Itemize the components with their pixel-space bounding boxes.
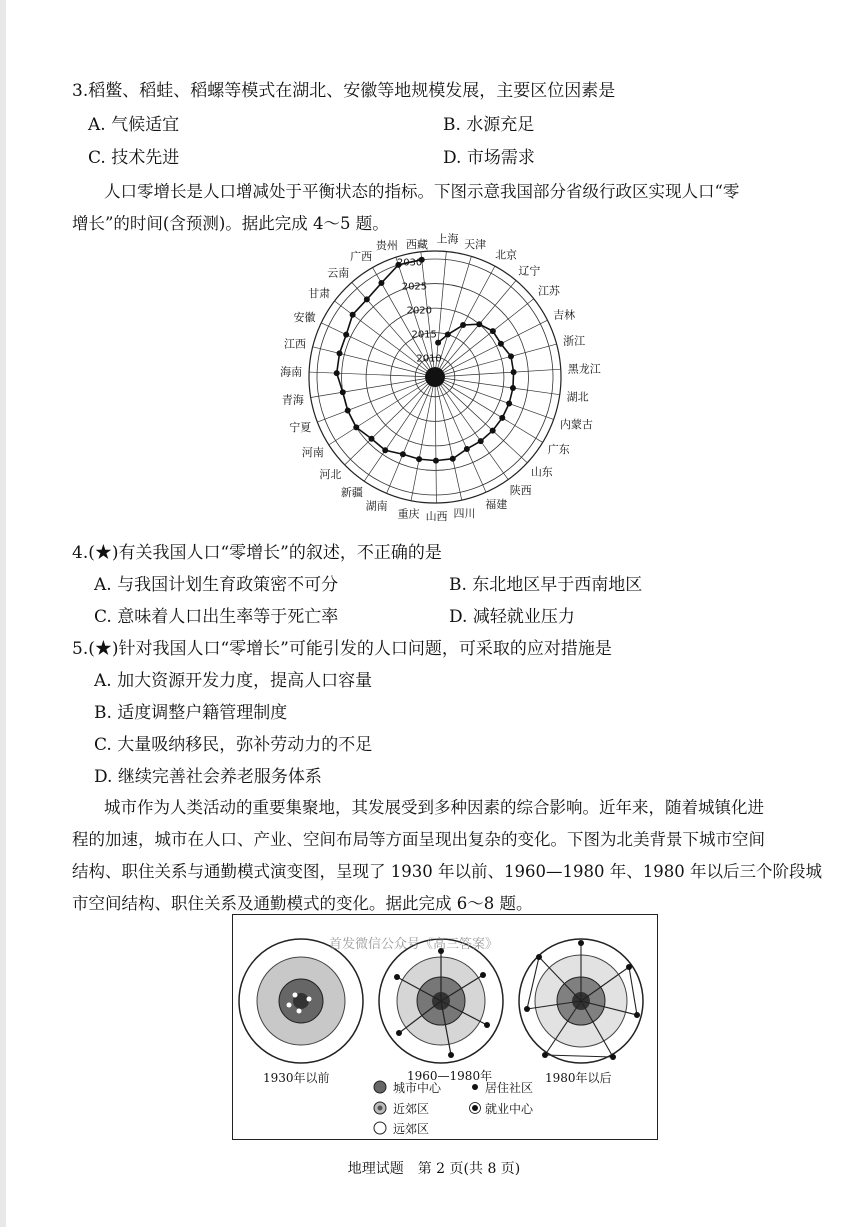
province-label-贵州: 贵州 [375,238,398,252]
province-label-湖北: 湖北 [566,390,589,404]
province-label-内蒙古: 内蒙古 [559,417,593,431]
legend-residential-community: 居住社区 [485,1081,534,1095]
province-label-浙江: 浙江 [563,334,586,348]
data-point-甘肃 [350,312,356,318]
legend-inner-suburb: 近郊区 [393,1102,430,1116]
q5-option-a: A. 加大资源开发力度，提高人口容量 [94,671,373,691]
ring-year-label-2015: 2015 [411,329,437,341]
stage-after-1980-diagram [519,939,643,1063]
caption-after-1980: 1980年以后 [545,1071,612,1085]
q4-stem: 4.(★)有关我国人口“零增长”的叙述，不正确的是 [72,543,442,563]
data-point-广东 [499,415,505,421]
data-point-江苏 [490,328,496,334]
province-label-河南: 河南 [301,445,324,459]
data-point-河北 [369,436,375,442]
legend-city-center: 城市中心 [393,1081,442,1095]
data-point-安徽 [343,332,349,338]
ring-year-label-2030: 2030 [396,257,423,269]
watermark: 首发微信公众号《高三答案》 [329,937,499,952]
data-point-浙江 [508,353,514,359]
province-label-江西: 江西 [284,337,307,351]
province-label-吉林: 吉林 [553,308,576,322]
radial-spoke [438,256,471,367]
province-label-福建: 福建 [485,498,508,512]
q3-option-d: D. 市场需求 [443,148,535,168]
ring-year-label-2010: 2010 [416,353,442,365]
province-label-广西: 广西 [350,250,373,264]
legend-outer-suburb: 远郊区 [393,1122,430,1136]
data-point-山西 [433,458,439,464]
radial-spoke [445,369,561,376]
intro-6-8-line2: 程的加速，城市在人口、产业、空间布局等方面呈现出复杂的变化。下图为北美背景下城市空间 [72,830,765,849]
province-label-上海: 上海 [436,232,459,246]
intro-6-8-line3: 结构、职住关系与通勤模式演变图，呈现了 1930 年以前、1960—1980 年、1980 年以后三个阶段城 [72,862,822,881]
data-point-辽宁 [476,321,482,327]
intro-6-8-line1: 城市作为人类活动的重要集聚地，其发展受到多种因素的综合影响。近年来，随着城镇化进 [104,798,764,817]
intro-6-8-line4: 市空间结构、职住关系及通勤模式的变化。据此完成 6～8 题。 [72,894,533,913]
province-label-黑龙江: 黑龙江 [567,362,601,376]
caption-1960-1980: 1960—1980年 [407,1069,493,1083]
province-label-陕西: 陕西 [509,484,532,498]
data-point-北京 [460,322,466,328]
province-label-北京: 北京 [495,248,518,262]
scan-edge [0,0,6,1227]
province-label-西藏: 西藏 [406,238,428,251]
data-point-陕西 [478,438,484,444]
province-label-河北: 河北 [319,467,342,481]
province-label-江苏: 江苏 [537,284,560,298]
data-point-江西 [337,350,343,356]
data-point-云南 [364,296,370,302]
data-point-天津 [445,332,451,338]
province-label-青海: 青海 [281,393,304,407]
data-point-宁夏 [345,407,351,413]
data-point-山东 [490,428,496,434]
province-label-海南: 海南 [280,365,303,379]
data-point-青海 [340,389,346,395]
radial-spoke [445,344,557,374]
ring-year-label-2020: 2020 [406,305,433,317]
radial-chart-svg [280,232,601,523]
data-point-内蒙古 [506,401,512,407]
data-point-福建 [464,446,470,452]
province-label-湖南: 湖南 [365,499,388,513]
legend-employment-center: 就业中心 [485,1102,534,1116]
q4-option-c: C. 意味着人口出生率等于死亡率 [94,607,339,627]
q3-stem: 3.稻鳖、稻蛙、稻螺等模式在湖北、安徽等地规模发展，主要区位因素是 [72,81,616,101]
q4-option-a: A. 与我国计划生育政策密不可分 [94,575,339,595]
radial-spoke [317,381,425,423]
data-point-吉林 [498,341,504,347]
province-label-辽宁: 辽宁 [518,264,541,278]
radial-spoke [411,387,433,501]
city-structure-figure [232,914,658,1140]
province-label-新疆: 新疆 [340,485,363,499]
radial-spoke [443,299,534,371]
province-label-天津: 天津 [464,237,487,251]
q3-option-a: A. 气候适宜 [88,115,180,135]
province-label-四川: 四川 [453,506,476,520]
data-point-广西 [378,280,384,286]
population-zero-growth-radial-chart [280,232,601,523]
page-footer: 地理试题 第 2 页(共 8 页) [347,1161,521,1177]
stage-1960-1980-diagram [379,939,503,1063]
radial-spoke [435,387,436,503]
radial-spoke [442,384,527,463]
radial-spoke [437,387,462,500]
q5-option-b: B. 适度调整户籍管理制度 [94,703,288,723]
stage-1930-diagram [239,939,363,1063]
data-point-四川 [450,456,456,462]
data-point-湖北 [510,385,516,391]
q4-option-b: B. 东北地区早于西南地区 [449,575,643,595]
intro-4-5-line2: 增长”的时间(含预测)。据此完成 4～5 题。 [72,214,389,233]
data-point-湖南 [400,451,406,457]
q3-option-b: B. 水源充足 [443,115,535,135]
caption-1930: 1930年以前 [263,1071,330,1085]
province-label-广东: 广东 [547,443,570,457]
radial-spoke [309,372,425,377]
radial-spoke [436,252,446,368]
province-label-宁夏: 宁夏 [289,420,312,434]
province-label-重庆: 重庆 [397,507,420,521]
q3-option-c: C. 技术先进 [88,148,180,168]
radial-center-hub [425,367,445,387]
q4-option-d: D. 减轻就业压力 [449,607,575,627]
data-point-河南 [353,424,359,430]
province-label-云南: 云南 [327,266,350,280]
data-point-重庆 [416,456,422,462]
radial-spoke [440,266,495,368]
data-point-黑龙江 [511,369,517,375]
data-point-新疆 [382,447,388,453]
q5-option-d: D. 继续完善社会养老服务体系 [94,767,322,787]
q5-option-c: C. 大量吸纳移民，弥补劳动力的不足 [94,735,373,755]
province-label-山西: 山西 [425,509,448,523]
province-label-安徽: 安徽 [293,311,316,325]
q5-stem: 5.(★)针对我国人口“零增长”可能引发的人口问题，可采取的应对措施是 [72,639,612,659]
radial-spoke [313,347,426,375]
intro-4-5-line1: 人口零增长是人口增减处于平衡状态的指标。下图示意我国部分省级行政区实现人口“零 [104,182,740,201]
data-point-海南 [334,370,340,376]
province-label-甘肃: 甘肃 [308,287,331,301]
ring-year-label-2025: 2025 [401,281,428,293]
province-label-山东: 山东 [530,465,553,479]
